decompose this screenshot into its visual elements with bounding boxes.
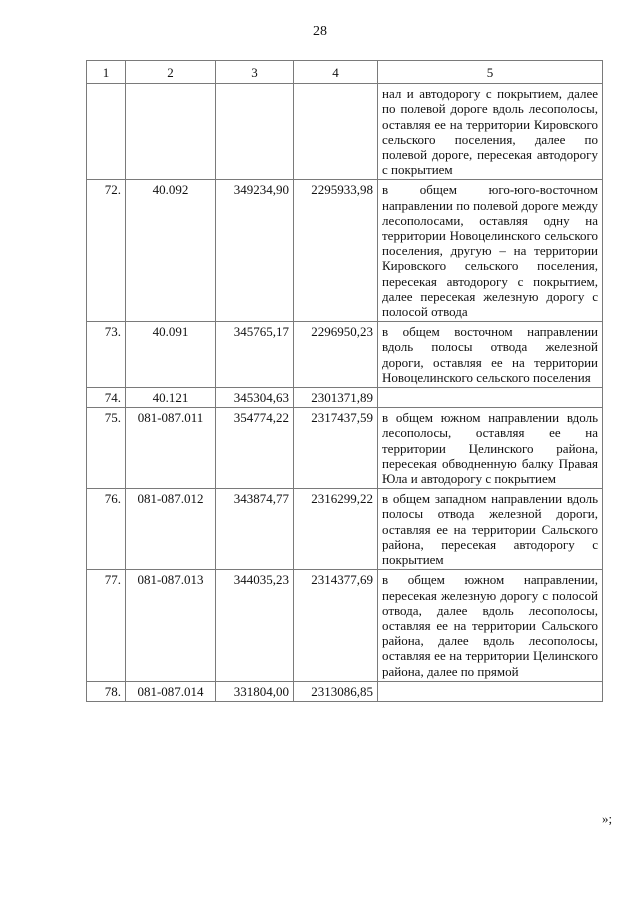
table-row: [87, 388, 603, 408]
coord-y: 2317437,59: [294, 408, 378, 489]
point-code: 081-087.012: [126, 489, 216, 570]
boundary-description: в общем южном направлении, пересекая железную дорогу с полосой отвода, далее вдоль лесополосы, оставляя ее на территории Сальского района, далее вдоль лесополосы, оставляя ее на территории Целинского района, далее по прямой: [378, 570, 603, 681]
coord-y: 2314377,69: [294, 570, 378, 681]
boundary-description: в общем восточном направлении вдоль полосы отвода железной дороги, оставляя ее на территории Новоцелинского сельского поселения: [378, 322, 603, 388]
row-number: 74.: [87, 388, 126, 408]
table-row: [87, 322, 603, 388]
table-row: [87, 408, 603, 489]
header-col-2: 2: [126, 61, 216, 84]
row-number: 73.: [87, 322, 126, 388]
row-number: 78.: [87, 681, 126, 701]
table-row: [87, 180, 603, 322]
header-col-1: 1: [87, 61, 126, 84]
point-code: 081-087.011: [126, 408, 216, 489]
closing-quote-mark: »;: [602, 811, 613, 826]
point-code: 081-087.014: [126, 681, 216, 701]
boundary-description: [378, 681, 603, 701]
coord-y: 2313086,85: [294, 681, 378, 701]
header-col-5: 5: [378, 61, 603, 84]
table-row: [87, 84, 603, 180]
row-number: 75.: [87, 408, 126, 489]
point-code: 40.091: [126, 322, 216, 388]
boundary-description: нал и автодорогу с покрытием, далее по полевой дороге вдоль лесополосы, оставляя ее на территории Кировского сельского поселения, далее по полевой дороге, пересекая автодорогу с покрытием: [378, 84, 603, 180]
coord-y: 2301371,89: [294, 388, 378, 408]
point-code: 081-087.013: [126, 570, 216, 681]
table-row: [87, 570, 603, 681]
table-row: [87, 681, 603, 701]
table-header-row: [87, 61, 603, 84]
point-code: 40.092: [126, 180, 216, 322]
coord-x: 343874,77: [216, 489, 294, 570]
row-number: [87, 84, 126, 180]
row-number: 72.: [87, 180, 126, 322]
coord-x: 354774,22: [216, 408, 294, 489]
row-number: 77.: [87, 570, 126, 681]
coord-y: 2295933,98: [294, 180, 378, 322]
table-row: [87, 489, 603, 570]
coord-y: 2316299,22: [294, 489, 378, 570]
boundary-description: в общем юго-юго-восточном направлении по полевой дороге между лесополосами, оставляя одну на территории Новоцелинского сельского поселения, другую – на территории Кировского сельского поселения, пересекая автодорогу с покрытием, далее пересекая железную дорогу с полосой отвода: [378, 180, 603, 322]
coord-x: [216, 84, 294, 180]
boundary-description: в общем южном направлении вдоль лесополосы, оставляя ее на территории Целинского района, пересекая обводненную балку Правая Юла и автодорогу с покрытием: [378, 408, 603, 489]
coord-x: 349234,90: [216, 180, 294, 322]
coord-x: 345765,17: [216, 322, 294, 388]
coord-y: 2296950,23: [294, 322, 378, 388]
point-code: [126, 84, 216, 180]
coord-y: [294, 84, 378, 180]
page-number: 28: [313, 24, 327, 39]
boundary-points-table: [86, 60, 603, 702]
boundary-description: [378, 388, 603, 408]
boundary-description: в общем западном направлении вдоль полосы отвода железной дороги, оставляя ее на территории Сальского района, пересекая автодорогу с покрытием: [378, 489, 603, 570]
point-code: 40.121: [126, 388, 216, 408]
coord-x: 331804,00: [216, 681, 294, 701]
row-number: 76.: [87, 489, 126, 570]
coord-x: 344035,23: [216, 570, 294, 681]
header-col-4: 4: [294, 61, 378, 84]
coord-x: 345304,63: [216, 388, 294, 408]
header-col-3: 3: [216, 61, 294, 84]
